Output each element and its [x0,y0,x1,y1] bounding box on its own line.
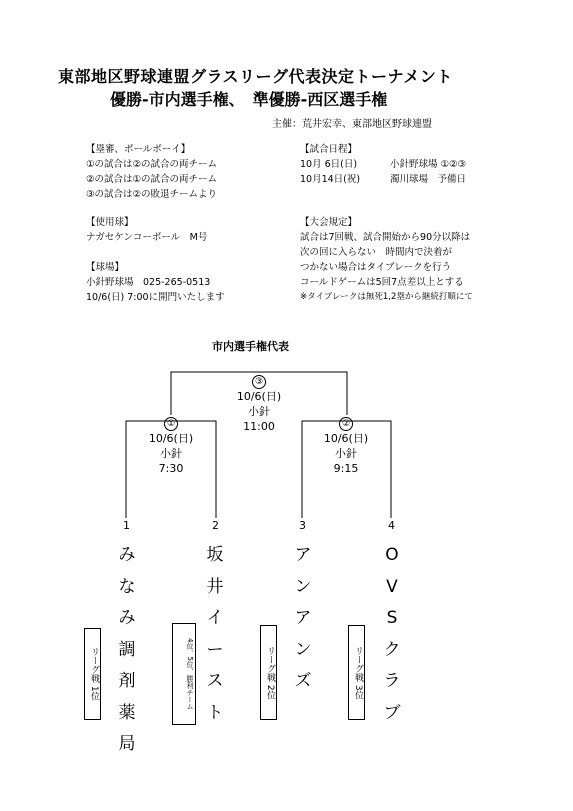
team-name: ア ン ア ン ズ [294,545,312,691]
rules-line: つかない場合はタイブレークを行う [300,262,452,273]
game-time: 11:00 [243,420,275,433]
team-rank: リーグ戦 3位 [348,625,365,720]
ball-value: ナガセケンコーボール M号 [86,232,208,243]
field-line: 小針野球場 025-265-0513 [86,277,211,288]
field-line: 10/6(日) 7:00に開門いたします [86,292,225,303]
team-name: 坂 井 イ ー ス ト [206,545,224,723]
game-2 [306,415,386,476]
rules-line: ※タイブレークは無死1,2塁から継続打順にて [300,292,473,302]
slot-number: 1 [123,519,130,532]
schedule-date: 10月14日(祝) [300,174,361,185]
game-place: 小針 [160,447,182,460]
team-rank: リーグ戦 1位 [84,628,101,720]
umpire-line: ②の試合は①の試合の両チーム [86,174,218,185]
game-place: 小針 [335,447,357,460]
game-time: 9:15 [333,462,359,475]
slot-number: 3 [299,519,306,532]
team-rank: リーグ戦 2位 [260,625,277,720]
schedule-venue: 小針野球場 ①②③ [390,159,467,170]
game-date: 10/6(日) [236,390,282,403]
slot-number: 4 [388,519,395,532]
team-name: O V S ク ラ ブ [383,545,401,723]
game-number: ③ [252,375,266,389]
umpire-line: ①の試合は②の試合の両チーム [86,159,218,170]
page-subtitle: 優勝-市内選手権、 準優勝-西区選手権 [110,90,388,109]
game-place: 小針 [248,405,270,418]
rules-line: 試合は7回戦、試合開始から90分以降は [300,232,471,243]
schedule-venue: 濁川球場 予備日 [390,174,467,185]
organizer: 主催：荒井宏幸、東部地区野球連盟 [272,119,432,130]
rules-heading: 【大会規定】 [300,217,358,228]
team-rank: 4位、5位、勝利チーム [172,623,196,725]
ball-heading: 【使用球】 [86,217,134,228]
game-date: 10/6(日) [323,432,369,445]
slot-number: 2 [212,519,219,532]
schedule-date: 10月 6日(日) [300,159,358,170]
rules-line: コールドゲームは5回7点差以上とする [300,277,464,288]
field-heading: 【球場】 [86,262,125,273]
game-time: 7:30 [158,462,184,475]
team-name: み な み 調 剤 薬 局 [118,545,136,754]
schedule-heading: 【試合日程】 [300,144,358,155]
game-final [219,373,299,434]
umpire-line: ③の試合は②の敗退チームより [86,189,218,200]
rules-line: 次の回に入らない 時間内で決着が [300,247,453,258]
page-title: 東部地区野球連盟グラスリーグ代表決定トーナメント [58,67,453,86]
game-number: ① [164,417,178,431]
bracket-title: 市内選手権代表 [212,340,289,353]
game-date: 10/6(日) [148,432,194,445]
game-1 [131,415,211,476]
umpire-heading: 【塁審、ボールボーイ】 [86,144,191,155]
game-number: ② [339,417,353,431]
